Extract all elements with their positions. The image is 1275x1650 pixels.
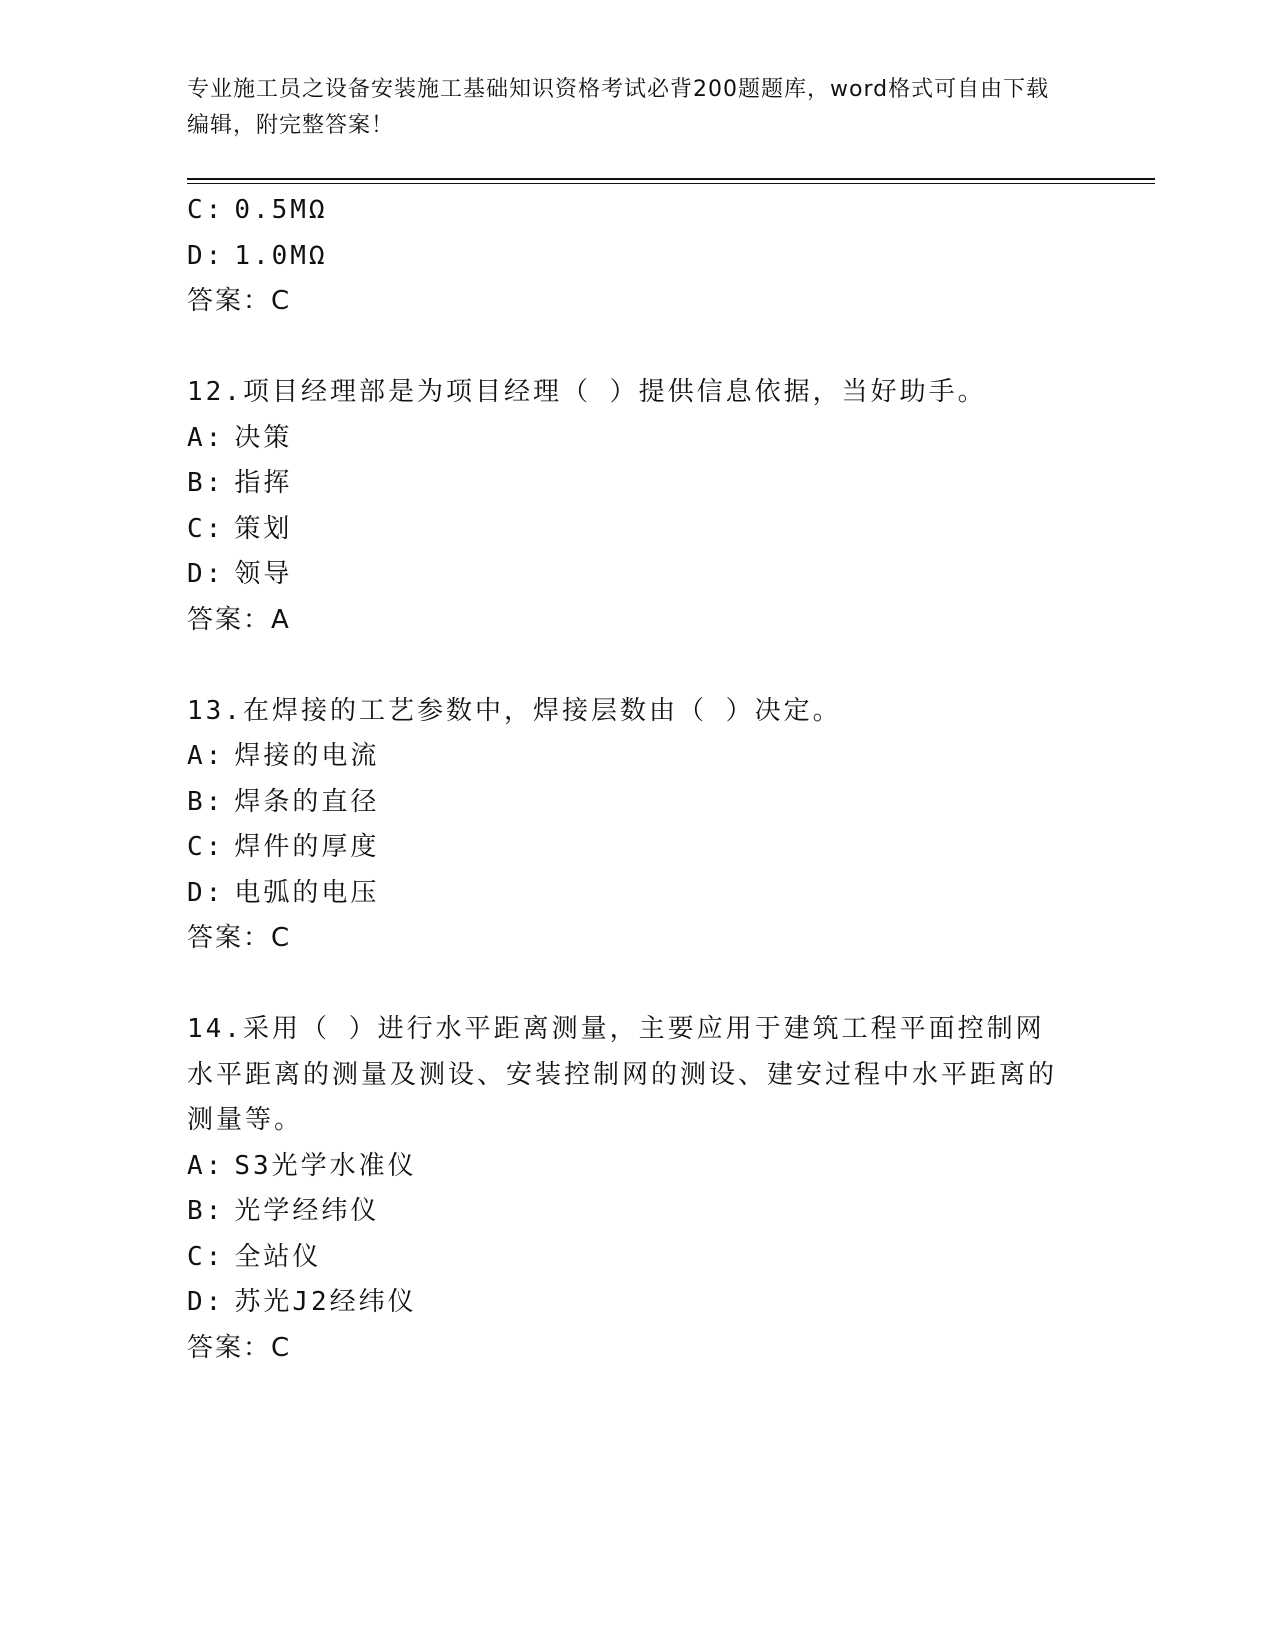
- question-block-13: [187, 689, 1067, 962]
- option-item: [187, 552, 1067, 598]
- header-divider-thin: [187, 183, 1155, 184]
- option-text: 光学经纬仪: [234, 1196, 380, 1226]
- option-text: 焊条的直径: [234, 786, 380, 817]
- option-label: B:: [187, 786, 225, 817]
- option-text: 1.0MΩ: [234, 240, 328, 271]
- option-item: [187, 825, 1067, 871]
- option-text: S3光学水准仪: [234, 1150, 417, 1181]
- option-item: [187, 734, 1067, 780]
- option-item: [187, 461, 1067, 507]
- option-text: 决策: [234, 422, 293, 453]
- answer-line: 答案：A: [187, 604, 291, 635]
- question-stem: 12.项目经理部是为项目经理（ ）提供信息依据，当好助手。: [187, 377, 987, 407]
- option-label: A:: [187, 741, 225, 771]
- question-stem: 13.在焊接的工艺参数中，焊接层数由（ ）决定。: [187, 695, 842, 726]
- spacer: [187, 643, 1067, 689]
- option-text: 焊接的电流: [234, 741, 380, 771]
- option-item: [187, 1280, 1067, 1326]
- option-item: [187, 234, 1067, 280]
- document-body: [187, 188, 1067, 1371]
- option-item: [187, 780, 1067, 826]
- option-label: A:: [187, 422, 225, 453]
- option-label: C:: [187, 195, 225, 225]
- spacer: [187, 325, 1067, 371]
- question-block-12: [187, 370, 1067, 643]
- option-label: C:: [187, 1241, 225, 1272]
- answer-line: 答案：C: [187, 1332, 292, 1363]
- option-label: B:: [187, 1196, 225, 1226]
- option-label: C:: [187, 832, 225, 862]
- option-text: 苏光J2经纬仪: [234, 1287, 417, 1317]
- option-item: [187, 871, 1067, 917]
- option-text: 策划: [234, 513, 293, 544]
- option-item: [187, 1235, 1067, 1281]
- question-block-partial: [187, 188, 1067, 325]
- option-label: D:: [187, 240, 225, 271]
- option-text: 领导: [234, 559, 293, 589]
- option-label: D:: [187, 559, 225, 589]
- answer-line: 答案：C: [187, 923, 292, 953]
- option-label: D:: [187, 1287, 225, 1317]
- option-label: A:: [187, 1150, 225, 1181]
- option-text: 指挥: [234, 468, 293, 498]
- option-label: B:: [187, 468, 225, 498]
- question-block-14: [187, 1007, 1067, 1371]
- option-item: [187, 1144, 1067, 1190]
- document-header-title: 专业施工员之设备安装施工基础知识资格考试必背200题题库，word格式可自由下载编辑，附完整答案！: [187, 77, 1050, 138]
- option-item: [187, 507, 1067, 553]
- option-text: 电弧的电压: [234, 877, 380, 908]
- option-item: [187, 416, 1067, 462]
- option-item: [187, 188, 1067, 234]
- option-text: 全站仪: [234, 1241, 322, 1272]
- option-label: D:: [187, 877, 225, 908]
- header-divider: [187, 178, 1155, 180]
- question-stem: 14.采用（ ）进行水平距离测量，主要应用于建筑工程平面控制网水平距离的测量及测设、安装控制网的测设、建安过程中水平距离的测量等。: [187, 1014, 1058, 1135]
- option-item: [187, 1189, 1067, 1235]
- option-text: 焊件的厚度: [234, 832, 380, 862]
- answer-line: 答案：C: [187, 286, 292, 316]
- spacer: [187, 962, 1067, 1008]
- option-text: 0.5MΩ: [234, 195, 328, 225]
- option-label: C:: [187, 513, 225, 544]
